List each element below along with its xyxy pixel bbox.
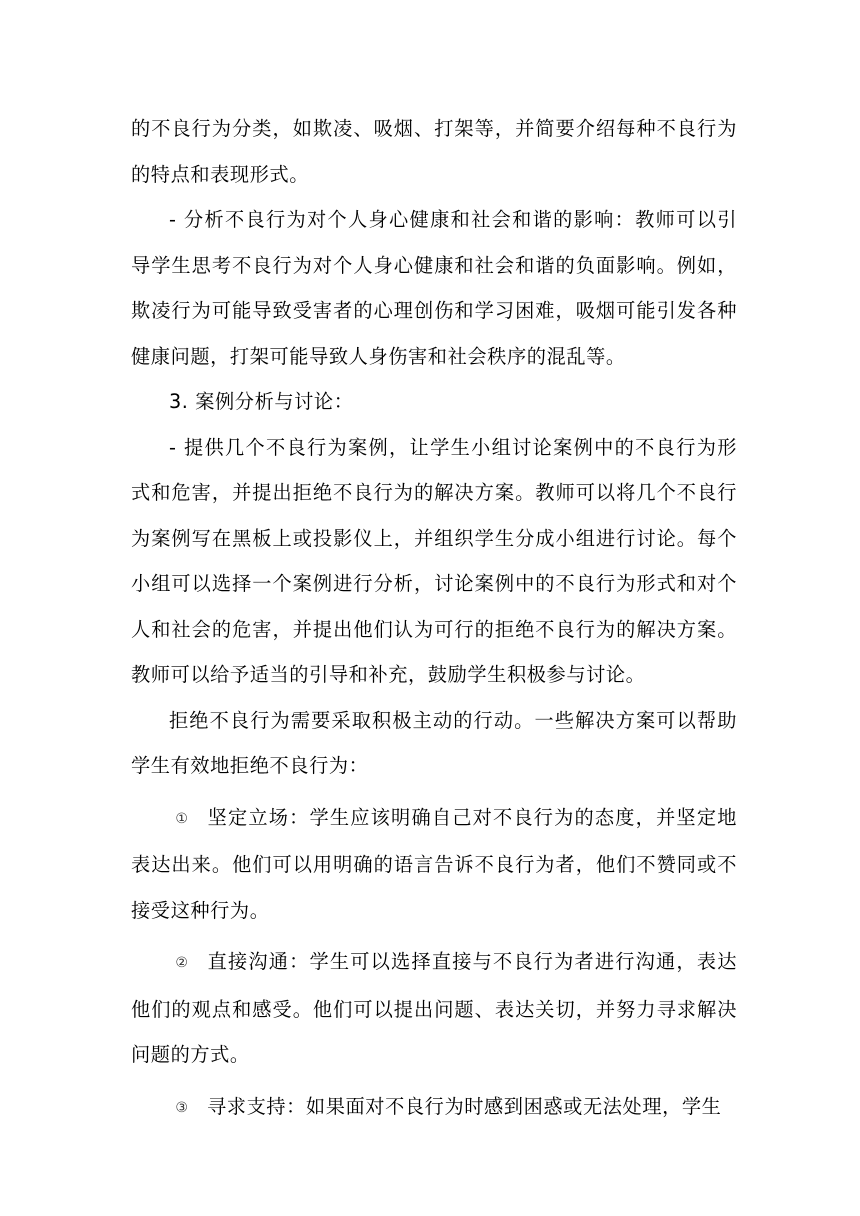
numbered-item-seek-support [131,1084,737,1132]
numbered-item-firm-stance [131,795,737,934]
paragraph-impact-analysis: - 分析不良行为对个人身心健康和社会和谐的影响：教师可以引导学生思考不良行为对个人身心健康和社会和谐的负面影响。例如，欺凌行为可能导致受害者的心理创伤和学习困难，吸烟可能引发各种健康问题，打架可能导致人身伤害和社会秩序的混乱等。 [131,208,737,368]
numbered-item-direct-communication [131,939,737,1078]
document-body [131,106,737,1131]
paragraph-case-discussion: - 提供几个不良行为案例，让学生小组讨论案例中的不良行为形式和危害，并提出拒绝不良行为的解决方案。教师可以将几个不良行为案例写在黑板上或投影仪上，并组织学生分成小组进行讨论。每个小组可以选择一个案例进行分析，讨论案例中的不良行为形式和对个人和社会的危害，并提出他们认为可行的拒绝不良行为的解决方案。教师可以给予适当的引导和补充，鼓励学生积极参与讨论。 [131,435,737,686]
numbered-item-text: 坚定立场：学生应该明确自己对不良行为的态度，并坚定地表达出来。他们可以用明确的语言告诉不良行为者，他们不赞同或不接受这种行为。 [131,805,737,922]
numbered-item-text: 寻求支持：如果面对不良行为时感到困惑或无法处理，学生 [207,1094,722,1118]
section-heading-case-analysis: 3. 案例分析与讨论： [169,390,354,413]
numbered-item-text: 直接沟通：学生可以选择直接与不良行为者进行沟通，表达他们的观点和感受。他们可以提出问题、表达关切，并努力寻求解决问题的方式。 [131,950,737,1066]
circled-number-marker: ① [175,810,189,827]
circled-number-marker: ② [175,955,189,971]
circled-number-marker: ③ [175,1099,189,1116]
paragraph-solutions-intro: 拒绝不良行为需要采取积极主动的行动。一些解决方案可以帮助学生有效地拒绝不良行为： [131,708,737,777]
paragraph-behavior-classification: 的不良行为分类，如欺凌、吸烟、打架等，并简要介绍每种不良行为的特点和表现形式。 [131,117,737,186]
